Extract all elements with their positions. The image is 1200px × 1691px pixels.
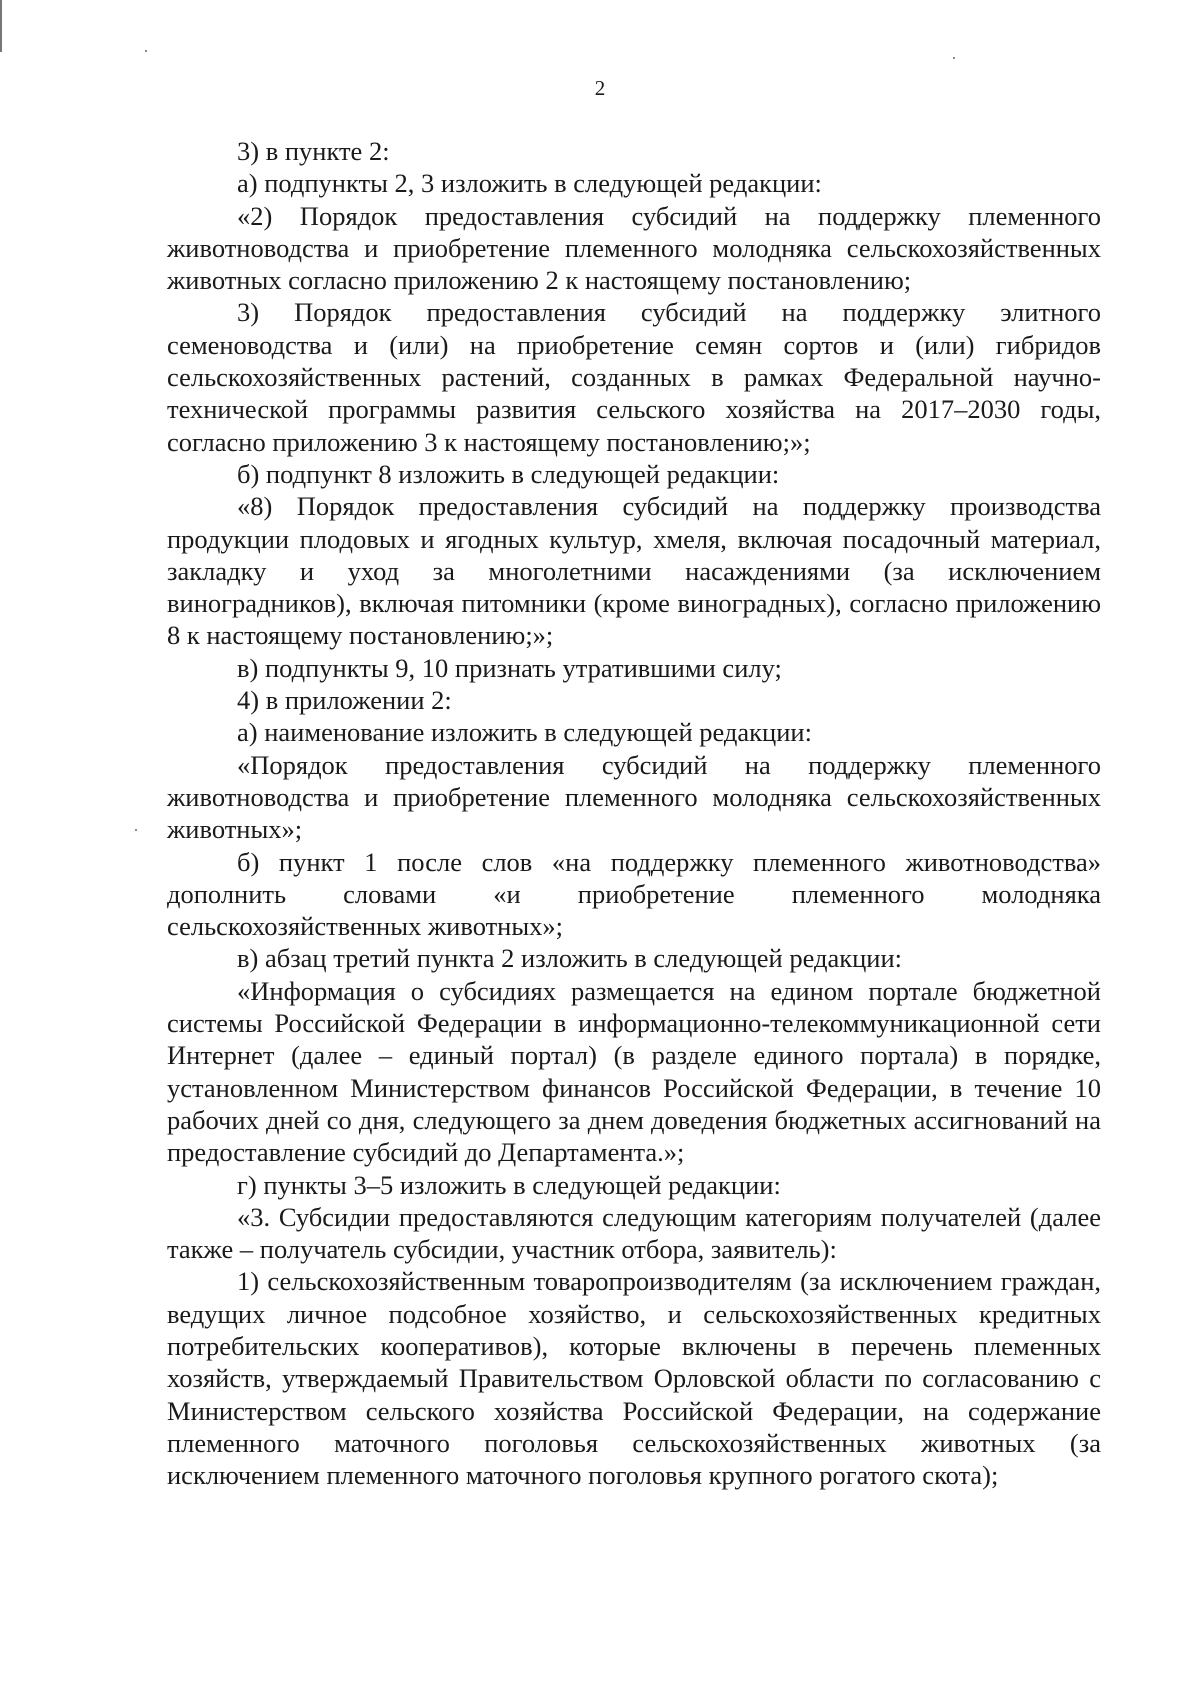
paragraph: а) подпункты 2, 3 изложить в следующей редакции: bbox=[237, 168, 822, 199]
scan-speck bbox=[145, 50, 147, 52]
paragraph: 1) сельскохозяйственным товаропроизводителям (за исключением граждан, ведущих личное подсобное хозяйство, и сельскохозяйственных кредитных потребительских кооперативов), которые включены в перечень племенных хозяйств, утверждаемый Правительством Орловской области по согласованию с Министерством сельского хозяйства Российской Федерации, на содержание племенного маточного поголовья сельскохозяйственных животных (за исключением племенного маточного поголовья крупного рогатого скота); bbox=[167, 1266, 1101, 1491]
scan-speck bbox=[135, 829, 137, 831]
paragraph: «Порядок предоставления субсидий на поддержку племенного животноводства и приобретение племенного молодняка сельскохозяйственных животных»; bbox=[167, 749, 1101, 845]
paragraph: б) пункт 1 после слов «на поддержку племенного животноводства» дополнить словами «и приобретение племенного молодняка сельскохозяйственных животных»; bbox=[167, 846, 1101, 942]
paragraph: а) наименование изложить в следующей редакции: bbox=[237, 717, 812, 748]
paragraph: в) подпункты 9, 10 признать утратившими силу; bbox=[237, 652, 782, 683]
paragraph: «2) Порядок предоставления субсидий на поддержку племенного животноводства и приобретение племенного молодняка сельскохозяйственных животных согласно приложению 2 к настоящему постановлению; bbox=[167, 200, 1101, 296]
scan-speck bbox=[953, 57, 955, 59]
paragraph: 3) в пункте 2: bbox=[237, 136, 390, 166]
paragraph: «3. Субсидии предоставляются следующим категориям получателей (далее также – получатель субсидии, участник отбора, заявитель): bbox=[167, 1201, 1101, 1265]
paragraph: «8) Порядок предоставления субсидий на поддержку производства продукции плодовых и ягодных культур, хмеля, включая посадочный материал, закладку и уход за многолетними насаждениями (за исключением виноградников), включая питомники (кроме виноградных), согласно приложению 8 к настоящему постановлению;»; bbox=[167, 491, 1101, 651]
paragraph: в) абзац третий пункта 2 изложить в следующей редакции: bbox=[237, 943, 903, 974]
paragraph: 4) в приложении 2: bbox=[237, 685, 452, 716]
paragraph: «Информация о субсидиях размещается на едином портале бюджетной системы Российской Федерации в информационно-телекоммуникационной сети Интернет (далее – единый портал) (в разделе единого портала) в порядке, установленном Министерством финансов Российской Федерации, в течение 10 рабочих дней со дня, следующего за днем доведения бюджетных ассигнований на предоставление субсидий до Департамента.»; bbox=[167, 975, 1101, 1168]
scan-edge-mark bbox=[0, 0, 2, 52]
document-body bbox=[167, 135, 1101, 1491]
paragraph: б) подпункт 8 изложить в следующей редакции: bbox=[237, 458, 780, 489]
paragraph: г) пункты 3–5 изложить в следующей редакции: bbox=[237, 1169, 781, 1200]
paragraph: 3) Порядок предоставления субсидий на поддержку элитного семеноводства и (или) на приобретение семян сортов и (или) гибридов сельскохозяйственных растений, созданных в рамках Федеральной научно-технической программы развития сельского хозяйства на 2017–2030 годы, согласно приложению 3 к настоящему постановлению;»; bbox=[167, 297, 1101, 457]
page-number: 2 bbox=[594, 76, 606, 100]
